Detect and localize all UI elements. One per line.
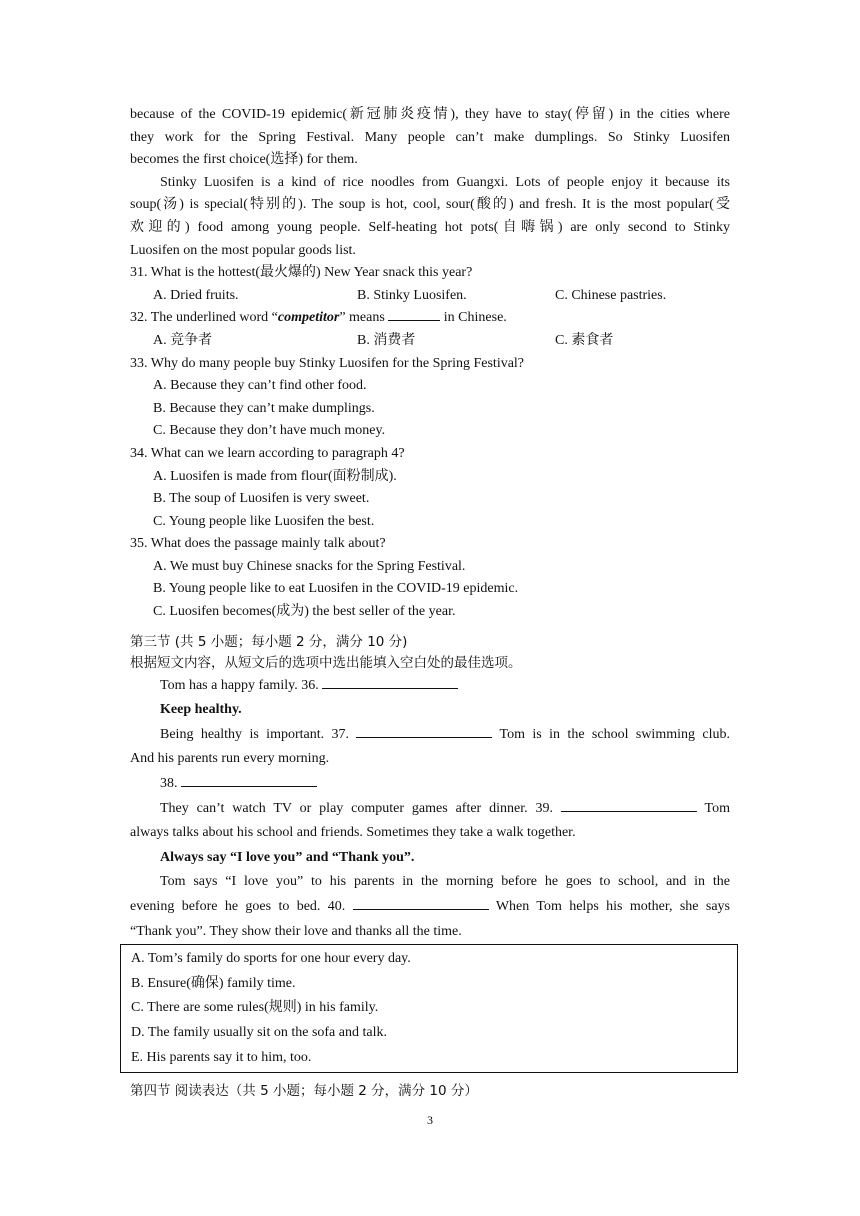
text-line: they work for the Spring Festival. Many people can’t make dumplings. So Stinky Luosifen xyxy=(130,129,730,145)
option-c: C. Luosifen becomes(成为) the best seller of the year. xyxy=(153,604,456,620)
stem-part: in Chinese. xyxy=(440,310,507,326)
option-b: B. Stinky Luosifen. xyxy=(357,287,467,303)
text-line: Stinky Luosifen is a kind of rice noodles from Guangxi. Lots of people enjoy it because its xyxy=(160,174,730,190)
choice-e: E. His parents say it to him, too. xyxy=(131,1049,312,1065)
question-stem: 35. What does the passage mainly talk about? xyxy=(130,536,386,552)
text-part: Tom has a happy family. 36. xyxy=(160,677,323,693)
text-line: “Thank you”. They show their love and thanks all the time. xyxy=(130,923,462,939)
text-line: Tom says “I love you” to his parents in the morning before he goes to school, and in the xyxy=(160,874,730,890)
option-c: C. 素食者 xyxy=(555,332,614,348)
underlined-word: competitor xyxy=(277,310,340,326)
blank-40 xyxy=(353,896,489,910)
blank-37 xyxy=(356,724,492,738)
text-part: When Tom helps his mother, she says xyxy=(488,899,730,914)
page-number: 3 xyxy=(427,1113,433,1127)
options-row xyxy=(130,285,730,308)
option-b: B. Young people like to eat Luosifen in the COVID-19 epidemic. xyxy=(153,581,519,597)
blank-38 xyxy=(181,773,317,787)
question-35 xyxy=(130,533,730,623)
text-part: evening before he goes to bed. 40. xyxy=(130,899,353,914)
question-33 xyxy=(130,353,730,443)
exam-page xyxy=(130,104,730,1102)
option-a: A. Dried fruits. xyxy=(153,287,239,303)
text-part: Tom is in the school swimming club. xyxy=(492,726,730,742)
question-31 xyxy=(130,262,730,307)
text-part: Tom xyxy=(696,800,730,816)
option-a: A. We must buy Chinese snacks for the Spring Festival. xyxy=(153,558,466,574)
choice-b: B. Ensure(确保) family time. xyxy=(131,975,296,991)
text-line: Luosifen on the most popular goods list. xyxy=(130,242,356,258)
question-stem xyxy=(130,307,730,330)
text-part: Being healthy is important. 37. xyxy=(160,726,357,742)
question-32 xyxy=(130,307,730,352)
choice-c: C. There are some rules(规则) in his family. xyxy=(131,1000,379,1016)
options-row xyxy=(130,330,730,353)
text-line: And his parents run every morning. xyxy=(130,751,330,767)
option-c: C. Young people like Luosifen the best. xyxy=(153,513,375,529)
blank-39 xyxy=(561,798,697,812)
choice-a: A. Tom’s family do sports for one hour every day. xyxy=(131,951,411,967)
text-line xyxy=(130,895,730,920)
text-line xyxy=(130,772,730,797)
section-3-instruction: 根据短文内容，从短文后的选项中选出能填入空白处的最佳选项。 xyxy=(130,654,522,671)
text-line: 欢迎的) food among young people. Self-heating hot pots(自嗨锅) are only second to Stinky xyxy=(130,219,730,235)
text-line xyxy=(130,674,730,699)
text-part: 38. xyxy=(160,776,181,792)
text-line: becomes the first choice(选择) for them. xyxy=(130,152,358,168)
question-stem: 34. What can we learn according to paragraph 4? xyxy=(130,445,405,461)
option-c: C. Because they don’t have much money. xyxy=(153,423,386,439)
question-stem: 31. What is the hottest(最火爆的) New Year snack this year? xyxy=(130,265,473,281)
option-a: A. Luosifen is made from flour(面粉制成). xyxy=(153,468,397,484)
text-line: because of the COVID-19 epidemic(新冠肺炎疫情), they have to stay(停留) in the cities where xyxy=(130,107,730,122)
option-c: C. Chinese pastries. xyxy=(555,287,667,303)
stem-part: ” means xyxy=(339,310,389,326)
cloze-passage xyxy=(130,674,730,945)
section-4-title: 第四节 阅读表达（共 5 小题；每小题 2 分，满分 10 分） xyxy=(130,1083,478,1100)
text-part: They can’t watch TV or play computer games after dinner. 39. xyxy=(160,800,561,816)
question-stem: 33. Why do many people buy Stinky Luosifen for the Spring Festival? xyxy=(130,355,525,371)
option-a: A. Because they can’t find other food. xyxy=(153,378,367,394)
option-a: A. 竞争者 xyxy=(153,332,213,348)
text-line: always talks about his school and friends. Sometimes they take a walk together. xyxy=(130,825,576,841)
choices-box xyxy=(120,944,738,1073)
blank-36 xyxy=(322,675,458,689)
stem-part: 32. The underlined word “ xyxy=(130,310,278,326)
text-line: soup(汤) is special(特别的). The soup is hot, cool, sour(酸的) and fresh. It is the most popular(受 xyxy=(130,197,730,213)
text-line xyxy=(130,723,730,748)
subheading-keep-healthy: Keep healthy. xyxy=(160,702,242,718)
section-3-title: 第三节 (共 5 小题；每小题 2 分，满分 10 分) xyxy=(130,633,408,650)
option-b: B. 消费者 xyxy=(357,332,416,348)
choice-d: D. The family usually sit on the sofa and talk. xyxy=(131,1024,387,1040)
question-34 xyxy=(130,443,730,533)
subheading-always-say: Always say “I love you” and “Thank you”. xyxy=(160,849,415,865)
option-b: B. The soup of Luosifen is very sweet. xyxy=(153,491,370,507)
text-line xyxy=(130,797,730,822)
option-b: B. Because they can’t make dumplings. xyxy=(153,400,375,416)
passage-paragraph-3 xyxy=(130,104,730,172)
answer-blank xyxy=(388,307,440,321)
passage-paragraph-4 xyxy=(130,172,730,262)
